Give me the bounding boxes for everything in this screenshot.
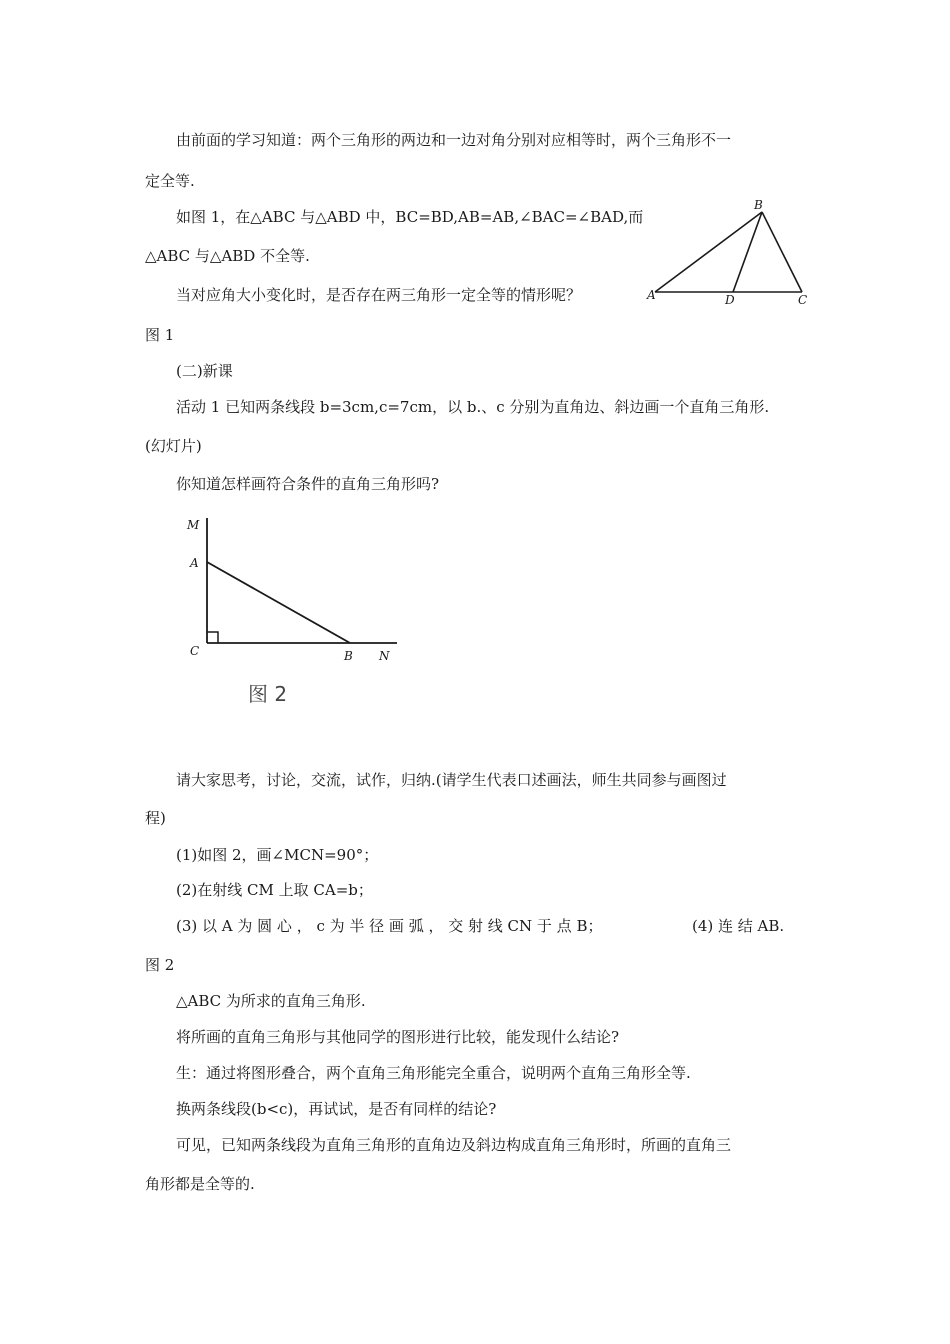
- label-a: A: [190, 556, 199, 570]
- label-n: N: [379, 649, 390, 663]
- label-c: C: [798, 293, 808, 307]
- text-line: △ABC 与△ABD 不全等.: [145, 247, 310, 265]
- text-line: 角形都是全等的.: [145, 1175, 255, 1193]
- figure-2-caption: 图 2: [248, 682, 288, 706]
- text-line: 由前面的学习知道：两个三角形的两边和一边对角分别对应相等时，两个三角形不一: [176, 131, 732, 149]
- text-line: 换两条线段(b<c)，再试试，是否有同样的结论?: [176, 1100, 497, 1118]
- step-3: (3) 以 A 为 圆 心 ， c 为 半 径 画 弧 ， 交 射 线 CN 于 点 B；: [176, 917, 603, 935]
- right-angle-mark: [207, 632, 218, 643]
- text-line: 当对应角大小变化时，是否存在两三角形一定全等的情形呢？: [176, 286, 582, 304]
- label-c: C: [190, 644, 200, 658]
- label-b: B: [754, 198, 763, 212]
- text-line: 请大家思考，讨论，交流，试作，归纳.(请学生代表口述画法，师生共同参与画图过: [176, 771, 727, 789]
- text-line: 活动 1 已知两条线段 b=3cm,c=7cm，以 b.、c 分别为直角边、斜边画一个直角三角形.: [176, 398, 770, 416]
- segment-bd: [733, 212, 762, 292]
- text-line: 如图 1，在△ABC 与△ABD 中，BC=BD,AB=AB,∠BAC=∠BAD,而: [176, 208, 644, 226]
- figure-1-triangles: [640, 195, 820, 310]
- text-line: 你知道怎样画符合条件的直角三角形吗?: [176, 475, 440, 493]
- text-line: 将所画的直角三角形与其他同学的图形进行比较，能发现什么结论?: [176, 1028, 620, 1046]
- text-line: 程): [145, 809, 166, 827]
- label-a: A: [647, 288, 656, 302]
- figure-1-reference: 图 1: [145, 326, 175, 344]
- segment-ab: [207, 562, 350, 643]
- text-line: (幻灯片): [145, 437, 202, 455]
- label-b: B: [344, 649, 353, 663]
- step-4: (4) 连 结 AB.: [692, 917, 785, 935]
- label-m: M: [187, 518, 200, 532]
- segment-bc: [762, 212, 802, 292]
- label-d: D: [725, 293, 735, 307]
- figure-2-reference: 图 2: [145, 956, 175, 974]
- text-line: 定全等.: [145, 172, 195, 190]
- step-2: (2)在射线 CM 上取 CA=b；: [176, 881, 373, 899]
- text-line: △ABC 为所求的直角三角形.: [176, 992, 366, 1010]
- figure-2-right-triangle: [180, 510, 410, 710]
- segment-ab: [655, 212, 762, 292]
- step-1: (1)如图 2，画∠MCN=90°；: [176, 846, 379, 864]
- text-line: 生：通过将图形叠合，两个直角三角形能完全重合，说明两个直角三角形全等.: [176, 1064, 691, 1082]
- section-heading: (二)新课: [176, 362, 233, 380]
- text-line: 可见，已知两条线段为直角三角形的直角边及斜边构成直角三角形时，所画的直角三: [176, 1136, 732, 1154]
